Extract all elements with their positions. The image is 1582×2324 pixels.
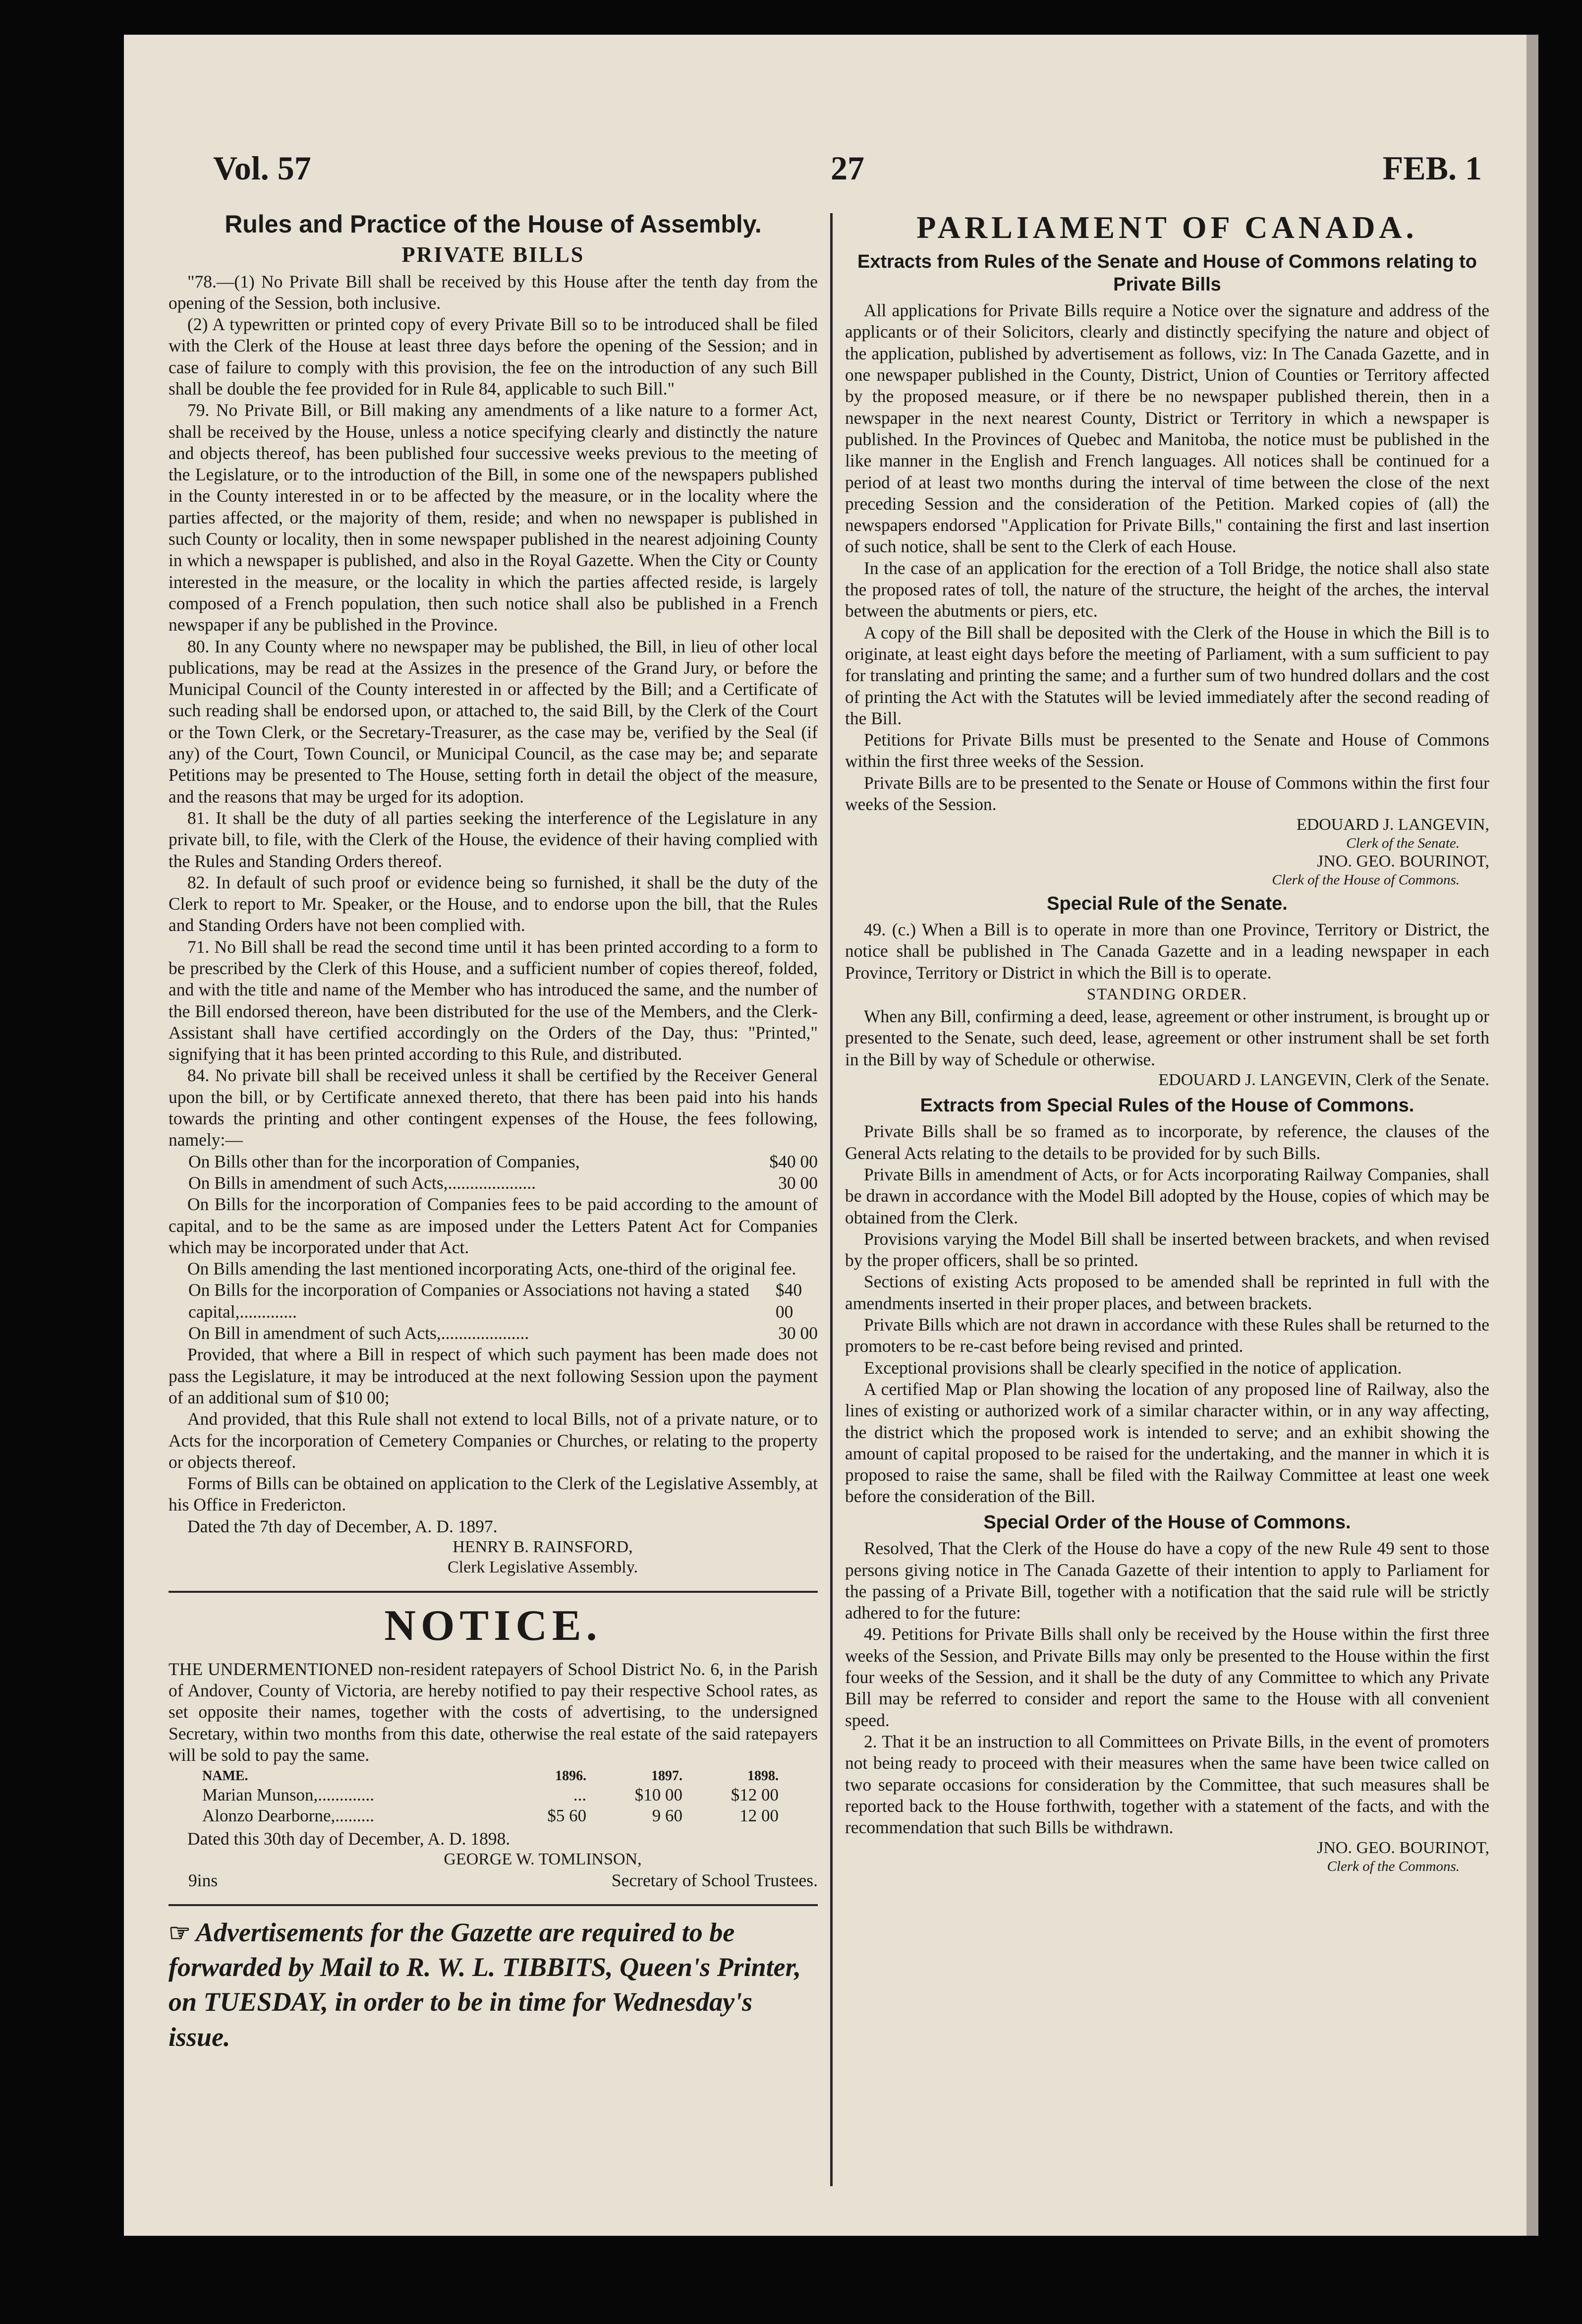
private-bills-subtitle: PRIVATE BILLS: [401, 242, 585, 267]
parliament-title: PARLIAMENT OF CANADA.: [916, 210, 1418, 245]
special-rule-heading: Special Rule of the Senate.: [1047, 893, 1288, 914]
cell: $12 00: [731, 1785, 779, 1804]
rules-signer: HENRY B. RAINSFORD,: [452, 1538, 633, 1557]
rules-signer-title: Clerk Legislative Assembly.: [447, 1558, 638, 1576]
fee-amount: $40 00: [775, 1280, 802, 1322]
notice-signer-line: [169, 1870, 818, 1891]
fee-line: [169, 1151, 818, 1172]
fee-amount: 30 00: [778, 1323, 818, 1343]
table-row: [198, 1785, 783, 1805]
forms-note: Forms of Bills can be obtained on application to the Clerk of the Legislative Assembly, at his Office in Fredericton.: [169, 1473, 818, 1515]
order-item: 49. Petitions for Private Bills shall only be received by the House within the first three weeks of the Session, and Private Bills may only be presented to the House within the first four weeks of the Session, and it shall be the duty of any Committee to which any Private Bill may be referred to consider and report the same to the House with all convenient speed.: [845, 1624, 1489, 1730]
rule-82: 82. In default of such proof or evidence being so furnished, it shall be the duty of the Clerk to report to Mr. Speaker, or the House, and to endorse upon the bill, that the Rules and Standing Orders have not been complied with.: [169, 872, 818, 935]
cell: 12 00: [739, 1805, 779, 1825]
rules-dated: Dated the 7th day of December, A. D. 1897.: [187, 1516, 498, 1536]
order-item: 2. That it be an instruction to all Committees on Private Bills, in the event of promoters not being ready to proceed with their measures when the same have been twice called on two separate occasions for consideration by the Committee, that such measures shall be reported back to the House forthwith, together with a statement of the facts, and with the recommendation that such Bills be withdrawn.: [845, 1731, 1489, 1838]
cell: ...: [573, 1785, 587, 1804]
fee-label: On Bills for the incorporation of Companies or Associations not having a stated capital,.............: [188, 1280, 749, 1322]
issue-date: FEB. 1: [1382, 149, 1482, 187]
fee-amount: $40 00: [769, 1151, 818, 1171]
commons-rules-heading: Extracts from Special Rules of the House of Commons.: [920, 1095, 1414, 1116]
extracts-heading: Extracts from Rules of the Senate and House of Commons relating to Private Bills: [857, 251, 1477, 295]
final-signer-title: Clerk of the Commons.: [1327, 1859, 1460, 1875]
commons-rule: Private Bills in amendment of Acts, or for Acts incorporating Railway Companies, shall be drawn in accordance with the Model Bill adopted by the House, copies of which may be obtained from the Clerk.: [845, 1164, 1489, 1227]
order-resolved: Resolved, That the Clerk of the House do have a copy of the new Rule 49 sent to those persons giving notice in The Canada Gazette of their intention to apply to Parliament for the passing of a Private Bill, together with a notification that the said rule will be strictly adhered to for the future:: [845, 1538, 1489, 1623]
extract-paragraph: In the case of an application for the erection of a Toll Bridge, the notice shall also state the proposed rates of toll, the nature of the structure, the height of the arches, the interval between the abutments or piers, etc.: [845, 558, 1489, 621]
advertisement-text: Advertisements for the Gazette are required to be forwarded by Mail to R. W. L. TIBBITS, Queen's Printer, on TUESDAY, in order to be in time for Wednesday's issue.: [169, 1917, 801, 2052]
cell: Alonzo Dearborne,.........: [202, 1805, 374, 1825]
cell: $5 60: [547, 1805, 587, 1825]
ratepayers-table: [198, 1768, 783, 1826]
cell: 9 60: [652, 1805, 683, 1825]
rule-78-2: (2) A typewritten or printed copy of every Private Bill so to be introduced shall be filed with the Clerk of the House at least three days before the opening of the Session; and in case of failure to comply with this provision, the fee on the introduction of any such Bill shall be double the fee provided for in Rule 84, applicable to such Bill.": [169, 314, 818, 399]
extract-paragraph: Petitions for Private Bills must be presented to the Senate and House of Commons within the first three weeks of the Session.: [845, 730, 1489, 771]
extract-paragraph: All applications for Private Bills require a Notice over the signature and address of the applicants or of their Solicitors, clearly and distinctly specifying the nature and object of the application, published by advertisement as follows, viz: In The Canada Gazette, and in one newspaper published in the County, District, Union of Counties or Territory affected by the proposed measure, or if there be no newspaper published therein, then in a newspaper in the next nearest County, District or Territory in which a newspaper is published. In the Provinces of Quebec and Manitoba, the notice must be published in the like manner in the English and French languages. All notices shall be continued for a period of at least two months during the interval of time between the close of the next preceding Session and the consideration of the Petition. Marked copies of (all) the newspapers endorsed "Application for Private Bills," containing the first and last insertion of such notice, shall be sent to the Clerk of each House.: [845, 300, 1489, 557]
amending-fee-rule: On Bills amending the last mentioned incorporating Acts, one-third of the original fee.: [187, 1259, 796, 1279]
col-1896: 1896.: [555, 1768, 587, 1784]
col-1897: 1897.: [651, 1768, 683, 1784]
standing-order-heading: STANDING ORDER.: [1086, 986, 1248, 1004]
col-1898: 1898.: [747, 1768, 779, 1784]
rule-81: 81. It shall be the duty of all parties seeking the interference of the Legislature in any private bill, to file, with the Clerk of the House, the evidence of their having complied with the Rules and Standing Orders thereof.: [169, 808, 818, 871]
fee-label: On Bills in amendment of such Acts,....................: [188, 1172, 536, 1193]
fee-line: [169, 1279, 818, 1323]
fee-amount: 30 00: [778, 1172, 818, 1193]
cell: Marian Munson,.............: [202, 1785, 375, 1804]
commons-clerk-name: JNO. GEO. BOURINOT,: [1317, 852, 1489, 871]
fee-line: [169, 1323, 818, 1344]
right-column: [845, 208, 1489, 2181]
volume-number: Vol. 57: [213, 149, 311, 187]
commons-rule: A certified Map or Plan showing the location of any proposed line of Railway, also the lines of existing or authorized work of a similar character within, or in any way affecting, the district which the proposed work is intended to serve; and an exhibit showing the amount of capital proposed to be raised for the undertaking, and the manner in which it is proposed to raise the same, shall be filed with the Railway Committee at least one week before the consideration of the Bill.: [845, 1379, 1489, 1507]
page-number: 27: [831, 149, 864, 187]
column-divider: [830, 213, 833, 2186]
notice-signer-title: Secretary of School Trustees.: [611, 1870, 818, 1890]
advertisement-note: [169, 1904, 818, 2054]
page-header: [213, 149, 1482, 208]
special-rule-text: 49. (c.) When a Bill is to operate in more than one Province, Territory or District, the notice shall be published in The Canada Gazette and in a leading newspaper in each Province, Territory or District in which the Bill is to operate.: [845, 920, 1489, 983]
standing-order-signature: EDOUARD J. LANGEVIN, Clerk of the Senate.: [1158, 1070, 1489, 1089]
senate-clerk-title: Clerk of the Senate.: [1346, 835, 1460, 852]
col-name: NAME.: [202, 1768, 248, 1784]
assembly-rules-title: Rules and Practice of the House of Assembly.: [225, 210, 762, 238]
commons-rule: Provisions varying the Model Bill shall be inserted between brackets, and when revised by the proper officers, shall be so printed.: [845, 1228, 1489, 1271]
notice-title: NOTICE.: [169, 1591, 818, 1651]
commons-rule: Exceptional provisions shall be clearly specified in the notice of application.: [864, 1357, 1402, 1378]
special-order-heading: Special Order of the House of Commons.: [983, 1511, 1351, 1533]
commons-rule: Private Bills which are not drawn in accordance with these Rules shall be returned to the promoters to be re-cast before being revised and printed.: [845, 1315, 1489, 1356]
table-row: [198, 1805, 783, 1826]
rule-71: 71. No Bill shall be read the second time until it has been printed according to a form to be prescribed by the Clerk of this House, and a sufficient number of copies thereof, folded, and with the title and name of the Member who has introduced the same, and the number of the Bill endorsed thereon, have been distributed for the use of the Members, and the Clerk-Assistant shall have certified accordingly on the Orders of the Day, thus: "Printed," signifying that it has been printed according to this Rule, and distributed.: [169, 936, 818, 1064]
rule-79: 79. No Private Bill, or Bill making any amendments of a like nature to a former Act, shall be received by the House, unless a notice specifying clearly and distinctly the nature and objects thereof, has been published four successive weeks previous to the meeting of the Legislature, or to the introduction of the Bill, in some one of the newspapers published in the County interested in or to be affected by the measure, or in the locality where the parties affected, or the majority of them, reside; and when no newspaper is published in such County or locality, then in some newspaper published in the nearest adjoining County in which a newspaper is published, and also in the Royal Gazette. When the City or County interested in the measure, or the locality in which the parties affected reside, is largely composed of a French population, then such notice shall also be published in a French newspaper if any be published in the Province.: [169, 400, 818, 635]
rule-80: 80. In any County where no newspaper may be published, the Bill, in lieu of other local publications, may be read at the Assizes in the presence of the Grand Jury, or before the Municipal Council of the County interested in or affected by the Bill; and a Certificate of such reading shall be endorsed upon, or attached to, the said Bill, by the Clerk of the Court or the Town Clerk, or the Secretary-Treasurer, as the case may be, verified by the Seal (if any) of the Court, Town Council, or Municipal Council, as the case may be; and separate Petitions may be presented to The House, setting forth in detail the object of the measure, and the reasons that may be urged for its adoption.: [169, 636, 818, 807]
gazette-page: [124, 35, 1538, 2236]
table-header-row: [198, 1768, 783, 1785]
rule-78-1: "78.—(1) No Private Bill shall be received by this House after the tenth day from the opening of the Session, both inclusive.: [169, 271, 818, 313]
notice-dated: Dated this 30th day of December, A. D. 1898.: [187, 1828, 510, 1849]
pointing-hand-icon: ☞: [169, 1919, 191, 1947]
fee-line: [169, 1172, 818, 1194]
proviso-2: And provided, that this Rule shall not extend to local Bills, not of a private nature, or to Acts for the incorporation of Cemetery Companies or Churches, or relating to the property or objects thereof.: [169, 1409, 818, 1472]
commons-rule: Sections of existing Acts proposed to be amended shall be reprinted in full with the amendments inserted in their proper places, and between brackets.: [845, 1272, 1489, 1313]
cell: $10 00: [634, 1785, 683, 1804]
standing-order-text: When any Bill, confirming a deed, lease, agreement or other instrument, is brought up or presented to the Senate, such deed, lease, agreement or other instrument shall be set forth in the Bill by way of Schedule or otherwise.: [845, 1006, 1489, 1069]
notice-text: THE UNDERMENTIONED non-resident ratepayers of School District No. 6, in the Parish of Andover, County of Victoria, are hereby notified to pay their respective School rates, as set opposite their names, together with the costs of advertising, to the undersigned Secretary, within two months from this date, otherwise the real estate of the said ratepayers will be sold to pay the same.: [169, 1659, 818, 1765]
notice-signer: GEORGE W. TOMLINSON,: [444, 1850, 642, 1868]
rule-84: 84. No private bill shall be received unless it shall be certified by the Receiver General upon the bill, or by Certificate annexed thereto, that there has been paid into his hands towards the printing and other contingent expenses of the House, the fees following, namely:—: [169, 1065, 818, 1150]
companies-fee-rule: On Bills for the incorporation of Companies fees to be paid according to the amount of capital, and to be the same as are imposed under the Letters Patent Act for Companies which may be incorporated under that Act.: [169, 1194, 818, 1257]
fee-label: On Bills other than for the incorporation of Companies,: [188, 1151, 580, 1171]
senate-clerk-name: EDOUARD J. LANGEVIN,: [1296, 815, 1489, 834]
commons-clerk-title: Clerk of the House of Commons.: [1272, 872, 1460, 888]
proviso-1: Provided, that where a Bill in respect of which such payment has been made does not pass the Legislature, it may be introduced at the next following Session upon the payment of an additional sum of $10 00;: [169, 1344, 818, 1407]
extract-paragraph: Private Bills are to be presented to the Senate or House of Commons within the first four weeks of the Session.: [845, 772, 1489, 814]
fee-label: On Bill in amendment of such Acts,....................: [188, 1323, 529, 1343]
final-signer: JNO. GEO. BOURINOT,: [1317, 1839, 1489, 1858]
insertion-count: 9ins: [188, 1870, 218, 1890]
extract-paragraph: A copy of the Bill shall be deposited with the Clerk of the House in which the Bill is to originate, at least eight days before the meeting of Parliament, with a sum sufficient to pay for translating and printing the same; and a further sum of two hundred dollars and the cost of printing the Act with the Statutes will be levied immediately after the second reading of the Bill.: [845, 622, 1489, 728]
left-column: [169, 208, 818, 2181]
commons-rule: Private Bills shall be so framed as to incorporate, by reference, the clauses of the General Acts relating to the details to be provided for by such Bills.: [845, 1121, 1489, 1163]
